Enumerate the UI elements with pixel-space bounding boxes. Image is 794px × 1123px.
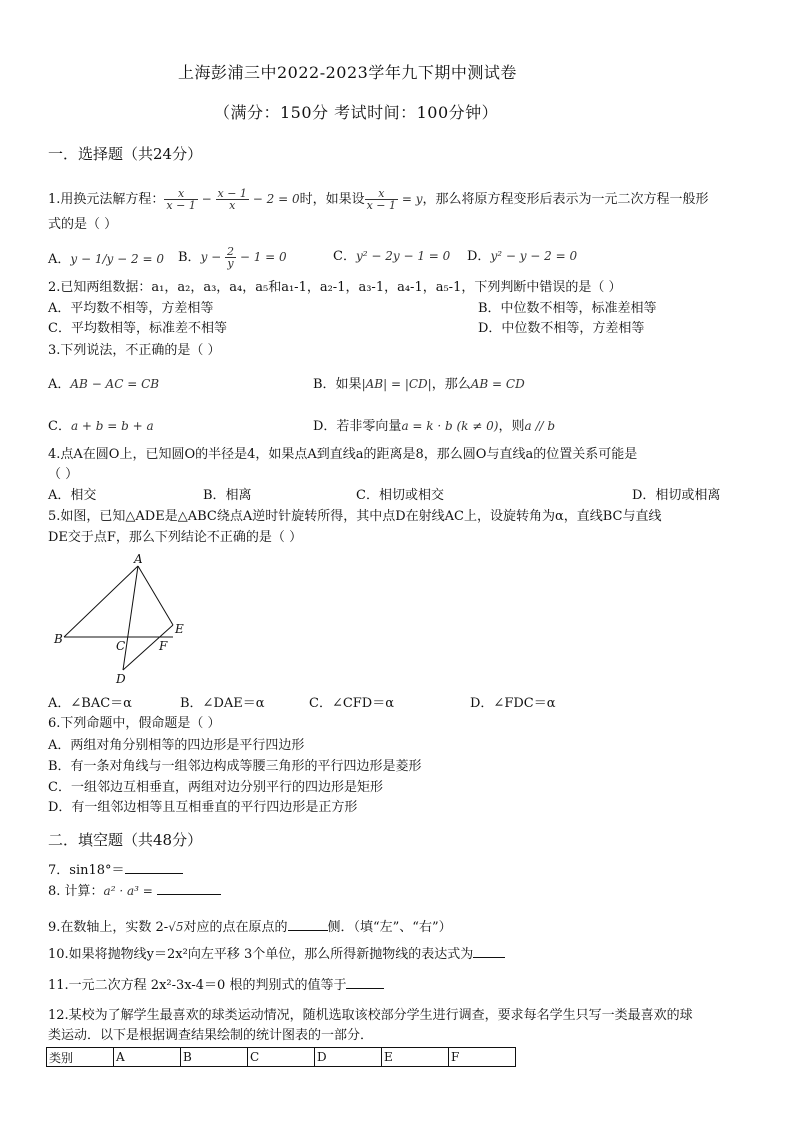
q5-option-c: C．∠CFD＝α — [309, 696, 395, 711]
q1-eq2-tail: = y — [398, 192, 423, 206]
table-header-cell: F — [449, 1048, 516, 1067]
question-12-line2: 类运动．以下是根据调查结果绘制的统计图表的一部分． — [48, 1028, 374, 1043]
q6-option-c: C．一组邻边互相垂直，两组对边分别平行的四边形是矩形 — [48, 780, 383, 795]
question-8: 8. 计算：a² · a³ = — [48, 881, 221, 902]
question-1: 1.用换元法解方程： $\frac{x}{x - 1}$ − $\frac{x - 1}{x}$ − 2 = 0时，如果设 $\frac{x}{x - 1}$ = y，那么将原方程变形后表示为一元二次方程一般形 — [48, 187, 709, 212]
table-row — [47, 1048, 516, 1067]
question-9: 9.在数轴上，实数 2-√5对应的点在原点的 侧．（填“左”、“右”） — [48, 920, 452, 935]
q1-frac-3: $\frac{x}{x - 1}$ — [366, 187, 397, 212]
q4-option-a: A．相交 — [48, 488, 97, 503]
q3-option-c-expr: a + b = b + a — [70, 419, 154, 433]
q5-option-d: D．∠FDC＝α — [470, 696, 556, 711]
label-f: F — [159, 639, 168, 653]
q1-mid: 时，如果设 — [299, 192, 365, 207]
q1-option-a: A．y − 1/y − 2 = 0 — [48, 252, 164, 267]
question-4-stem: 4.点A在圆O上，已知圆O的半径是4，如果点A到直线a的距离是8，那么圆O与直线a的位置关系可能是 — [48, 447, 638, 462]
q3-option-a-expr: AB − AC = CB — [70, 377, 160, 391]
q1-eq-tail: − 2 = 0 — [248, 192, 300, 206]
q1-option-b: B．y − $\frac{2}{y}$ − 1 = 0 — [178, 245, 287, 270]
segment-ab — [64, 566, 138, 637]
q1-suffix: ，那么将原方程变形后表示为一元二次方程一般形 — [422, 192, 709, 207]
q6-option-d: D．有一组邻边相等且互相垂直的平行四边形是正方形 — [48, 800, 358, 815]
q7-answer-blank[interactable] — [125, 861, 183, 874]
q3-option-a: A．AB − AC = CB — [48, 377, 160, 392]
table-header-cell: 类别 — [47, 1048, 114, 1067]
q3-option-b: B．如果|AB| = |CD|，那么AB = CD — [313, 377, 525, 392]
q2-option-d: D．中位数不相等，方差相等 — [478, 321, 645, 336]
q8-answer-blank[interactable] — [157, 882, 221, 895]
q6-option-b: B．有一条对角线与一组邻边构成等腰三角形的平行四边形是菱形 — [48, 759, 422, 774]
q6-option-a: A．两组对角分别相等的四边形是平行四边形 — [48, 738, 305, 753]
exam-subtitle: （满分：150分 考试时间：100分钟） — [214, 103, 499, 122]
q10-answer-blank[interactable] — [473, 945, 505, 958]
q1-option-a-expr: y − 1/y − 2 = 0 — [70, 252, 164, 266]
question-10: 10.如果将抛物线y＝2x²向左平移 3个单位，那么所得新抛物线的表达式为 — [48, 945, 505, 965]
table-header-cell: E — [382, 1048, 449, 1067]
label-d: D — [116, 672, 126, 686]
table-header-cell: D — [315, 1048, 382, 1067]
q4-line2: （ ） — [48, 467, 79, 482]
segment-ad — [123, 566, 138, 670]
q1-option-d-expr: y² − y − 2 = 0 — [490, 249, 578, 263]
label-e: E — [175, 622, 184, 636]
q1-prefix: 1.用换元法解方程： — [48, 192, 165, 207]
q1-frac-1: $\frac{x}{x - 1}$ — [166, 187, 196, 212]
q1-frac-2: $\frac{x - 1}{x}$ — [217, 187, 247, 212]
label-a: A — [134, 552, 143, 566]
question-3-stem: 3.下列说法，不正确的是（ ） — [48, 343, 221, 358]
q5-geometry-figure — [50, 550, 200, 690]
question-12-line1: 12.某校为了解学生最喜欢的球类运动情况，随机选取该校部分学生进行调查，要求每名学生只写一类最喜欢的球 — [48, 1008, 693, 1023]
section-heading-fill: 二．填空题（共48分） — [48, 831, 203, 849]
question-11: 11.一元二次方程 2x²-3x-4＝0 根的判别式的值等于 — [48, 976, 384, 996]
segment-ae — [138, 566, 173, 625]
q12-category-table — [46, 1047, 516, 1067]
q9-answer-blank[interactable] — [288, 918, 328, 931]
q2-option-a: A．平均数不相等，方差相等 — [48, 301, 214, 316]
question-7: 7．sin18°＝ — [48, 861, 183, 881]
q3-option-c: C．a + b = b + a — [48, 419, 154, 434]
q5-option-a: A．∠BAC＝α — [48, 696, 132, 711]
q1-option-d: D．y² − y − 2 = 0 — [467, 249, 578, 264]
q11-answer-blank[interactable] — [346, 976, 384, 989]
question-6-stem: 6.下列命题中，假命题是（ ） — [48, 716, 221, 731]
table-header-cell: C — [248, 1048, 315, 1067]
q3-option-d: D．若非零向量a = k · b (k ≠ 0)，则a // b — [313, 419, 556, 434]
q4-option-d: D．相切或相离 — [632, 488, 721, 503]
section-heading-choice: 一．选择题（共24分） — [48, 145, 203, 163]
q4-option-b: B．相离 — [203, 488, 252, 503]
label-c: C — [116, 639, 126, 653]
exam-title: 上海彭浦三中2022-2023学年九下期中测试卷 — [178, 63, 517, 82]
q5-line2: DE交于点F，那么下列结论不正确的是（ ） — [48, 530, 303, 545]
q1-line2: 式的是（ ） — [48, 217, 118, 232]
q2-option-c: C．平均数相等，标准差不相等 — [48, 321, 227, 336]
question-5-stem: 5.如图，已知△ADE是△ABC绕点A逆时针旋转所得，其中点D在射线AC上，设旋转角为α，直线BC与直线 — [48, 509, 662, 524]
q1-option-c-expr: y² − 2y − 1 = 0 — [355, 249, 451, 263]
label-b: B — [54, 632, 63, 646]
q5-option-b: B．∠DAE＝α — [180, 696, 265, 711]
q4-option-c: C．相切或相交 — [356, 488, 444, 503]
q2-option-b: B．中位数不相等，标准差相等 — [478, 301, 657, 316]
table-header-cell: B — [181, 1048, 248, 1067]
table-header-cell: A — [114, 1048, 181, 1067]
q1-option-c: C．y² − 2y − 1 = 0 — [333, 249, 451, 264]
question-2-stem: 2.已知两组数据：a₁，a₂，a₃，a₄，a₅和a₁-1，a₂-1，a₃-1，a₄-1，a₅-1，下列判断中错误的是（ ） — [48, 280, 622, 295]
